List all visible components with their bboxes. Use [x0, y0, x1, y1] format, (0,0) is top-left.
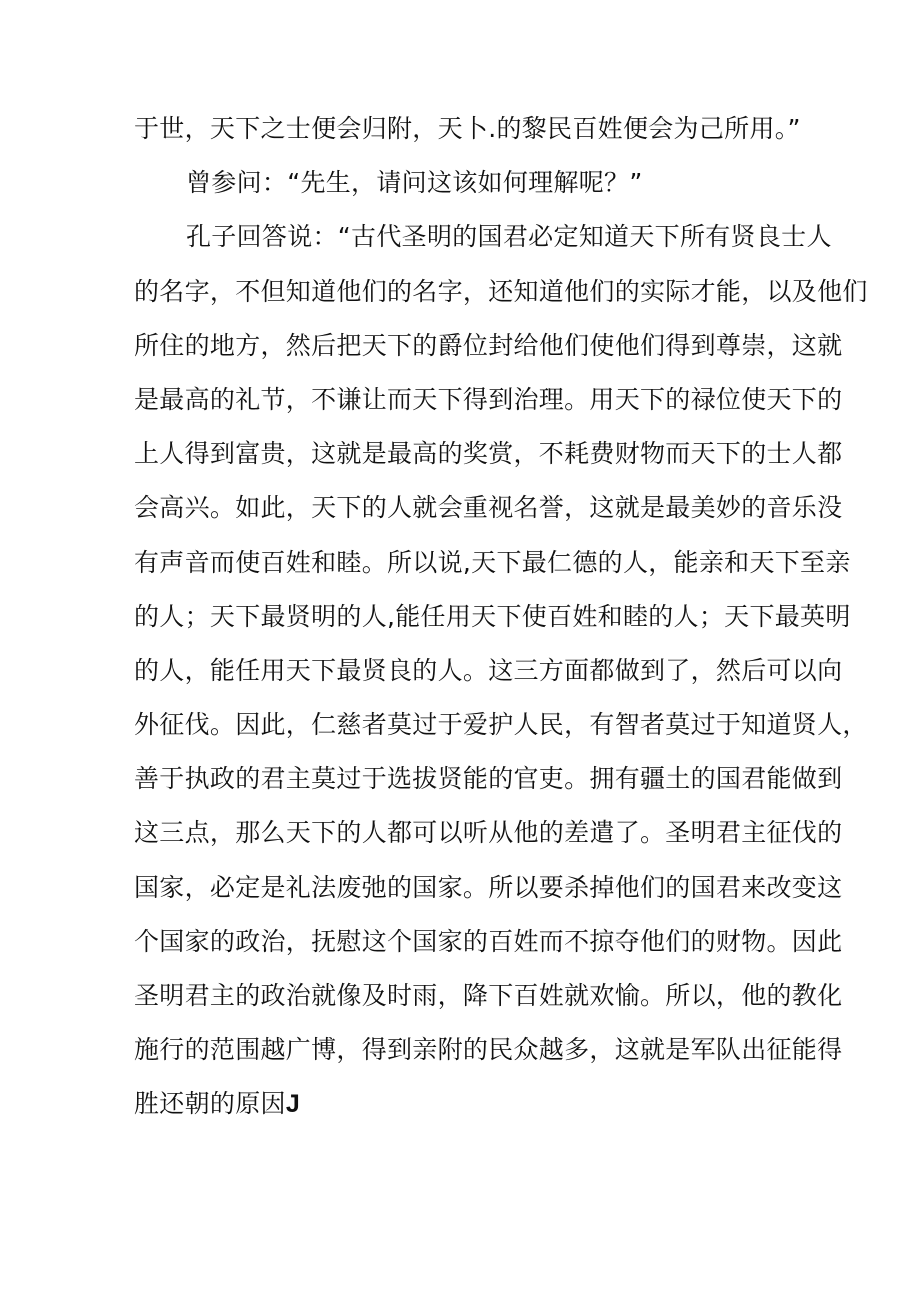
text-line: 圣明君主的政治就像及时雨，降下百姓就欢愉。所以，他的教化 [134, 981, 843, 1010]
text-line: 会高兴。如此，天下的人就会重视名誉，这就是最美妙的音乐没 [134, 493, 843, 523]
text-line: 这三点，那么天下的人都可以听从他的差遣了。圣明君主征伐的 [134, 818, 843, 848]
text-line: 的人，能任用天下最贤良的人。这三方面都做到了，然后可以向 [134, 655, 843, 685]
text-line: 的名字，不但知道他们的名字，还知道他们的实际才能，以及他们 [134, 276, 868, 306]
text-line: 孔子回答说：“古代圣明的国君必定知道天下所有贤良士人 [186, 222, 832, 252]
text-line: 是最高的礼节，不谦让而天下得到治理。用天下的禄位使天下的 [134, 384, 843, 414]
text-line: 上人得到富贵，这就是最高的奖赏，不耗费财物而天下的士人都 [134, 439, 843, 469]
text-line: 施行的范围越广博，得到亲附的民众越多，这就是军队出征能得 [134, 1035, 843, 1065]
text-line: 国家，必定是礼法废弛的国家。所以要杀掉他们的国君来改变这 [134, 872, 843, 902]
text-line: 的人；天下最贤明的人,能任用天下使百姓和睦的人；天下最英明 [134, 601, 851, 631]
text-line: 个国家的政治，抚慰这个国家的百姓而不掠夺他们的财物。因此 [134, 926, 843, 956]
final-line-text: 胜还朝的原因 [134, 1089, 286, 1119]
final-mark: J [285, 1090, 301, 1119]
text-line: 有声音而使百姓和睦。所以说,天下最仁德的人，能亲和天下至亲 [134, 547, 851, 577]
text-line: 于世，天下之士便会归附，天卜.的黎民百姓便会为己所用。” [134, 114, 801, 143]
text-line: 善于执政的君主莫过于选拔贤能的官吏。拥有疆土的国君能做到 [134, 764, 843, 794]
text-line-final [134, 1077, 794, 1131]
text-line: 曾参问：“先生，请问这该如何理解呢？” [186, 168, 643, 198]
document-body [134, 102, 868, 1132]
text-line: 所住的地方，然后把天下的爵位封给他们使他们得到尊崇，这就 [134, 330, 843, 360]
text-line: 外征伐。因此，仁慈者莫过于爱护人民，有智者莫过于知道贤人， [134, 710, 868, 740]
